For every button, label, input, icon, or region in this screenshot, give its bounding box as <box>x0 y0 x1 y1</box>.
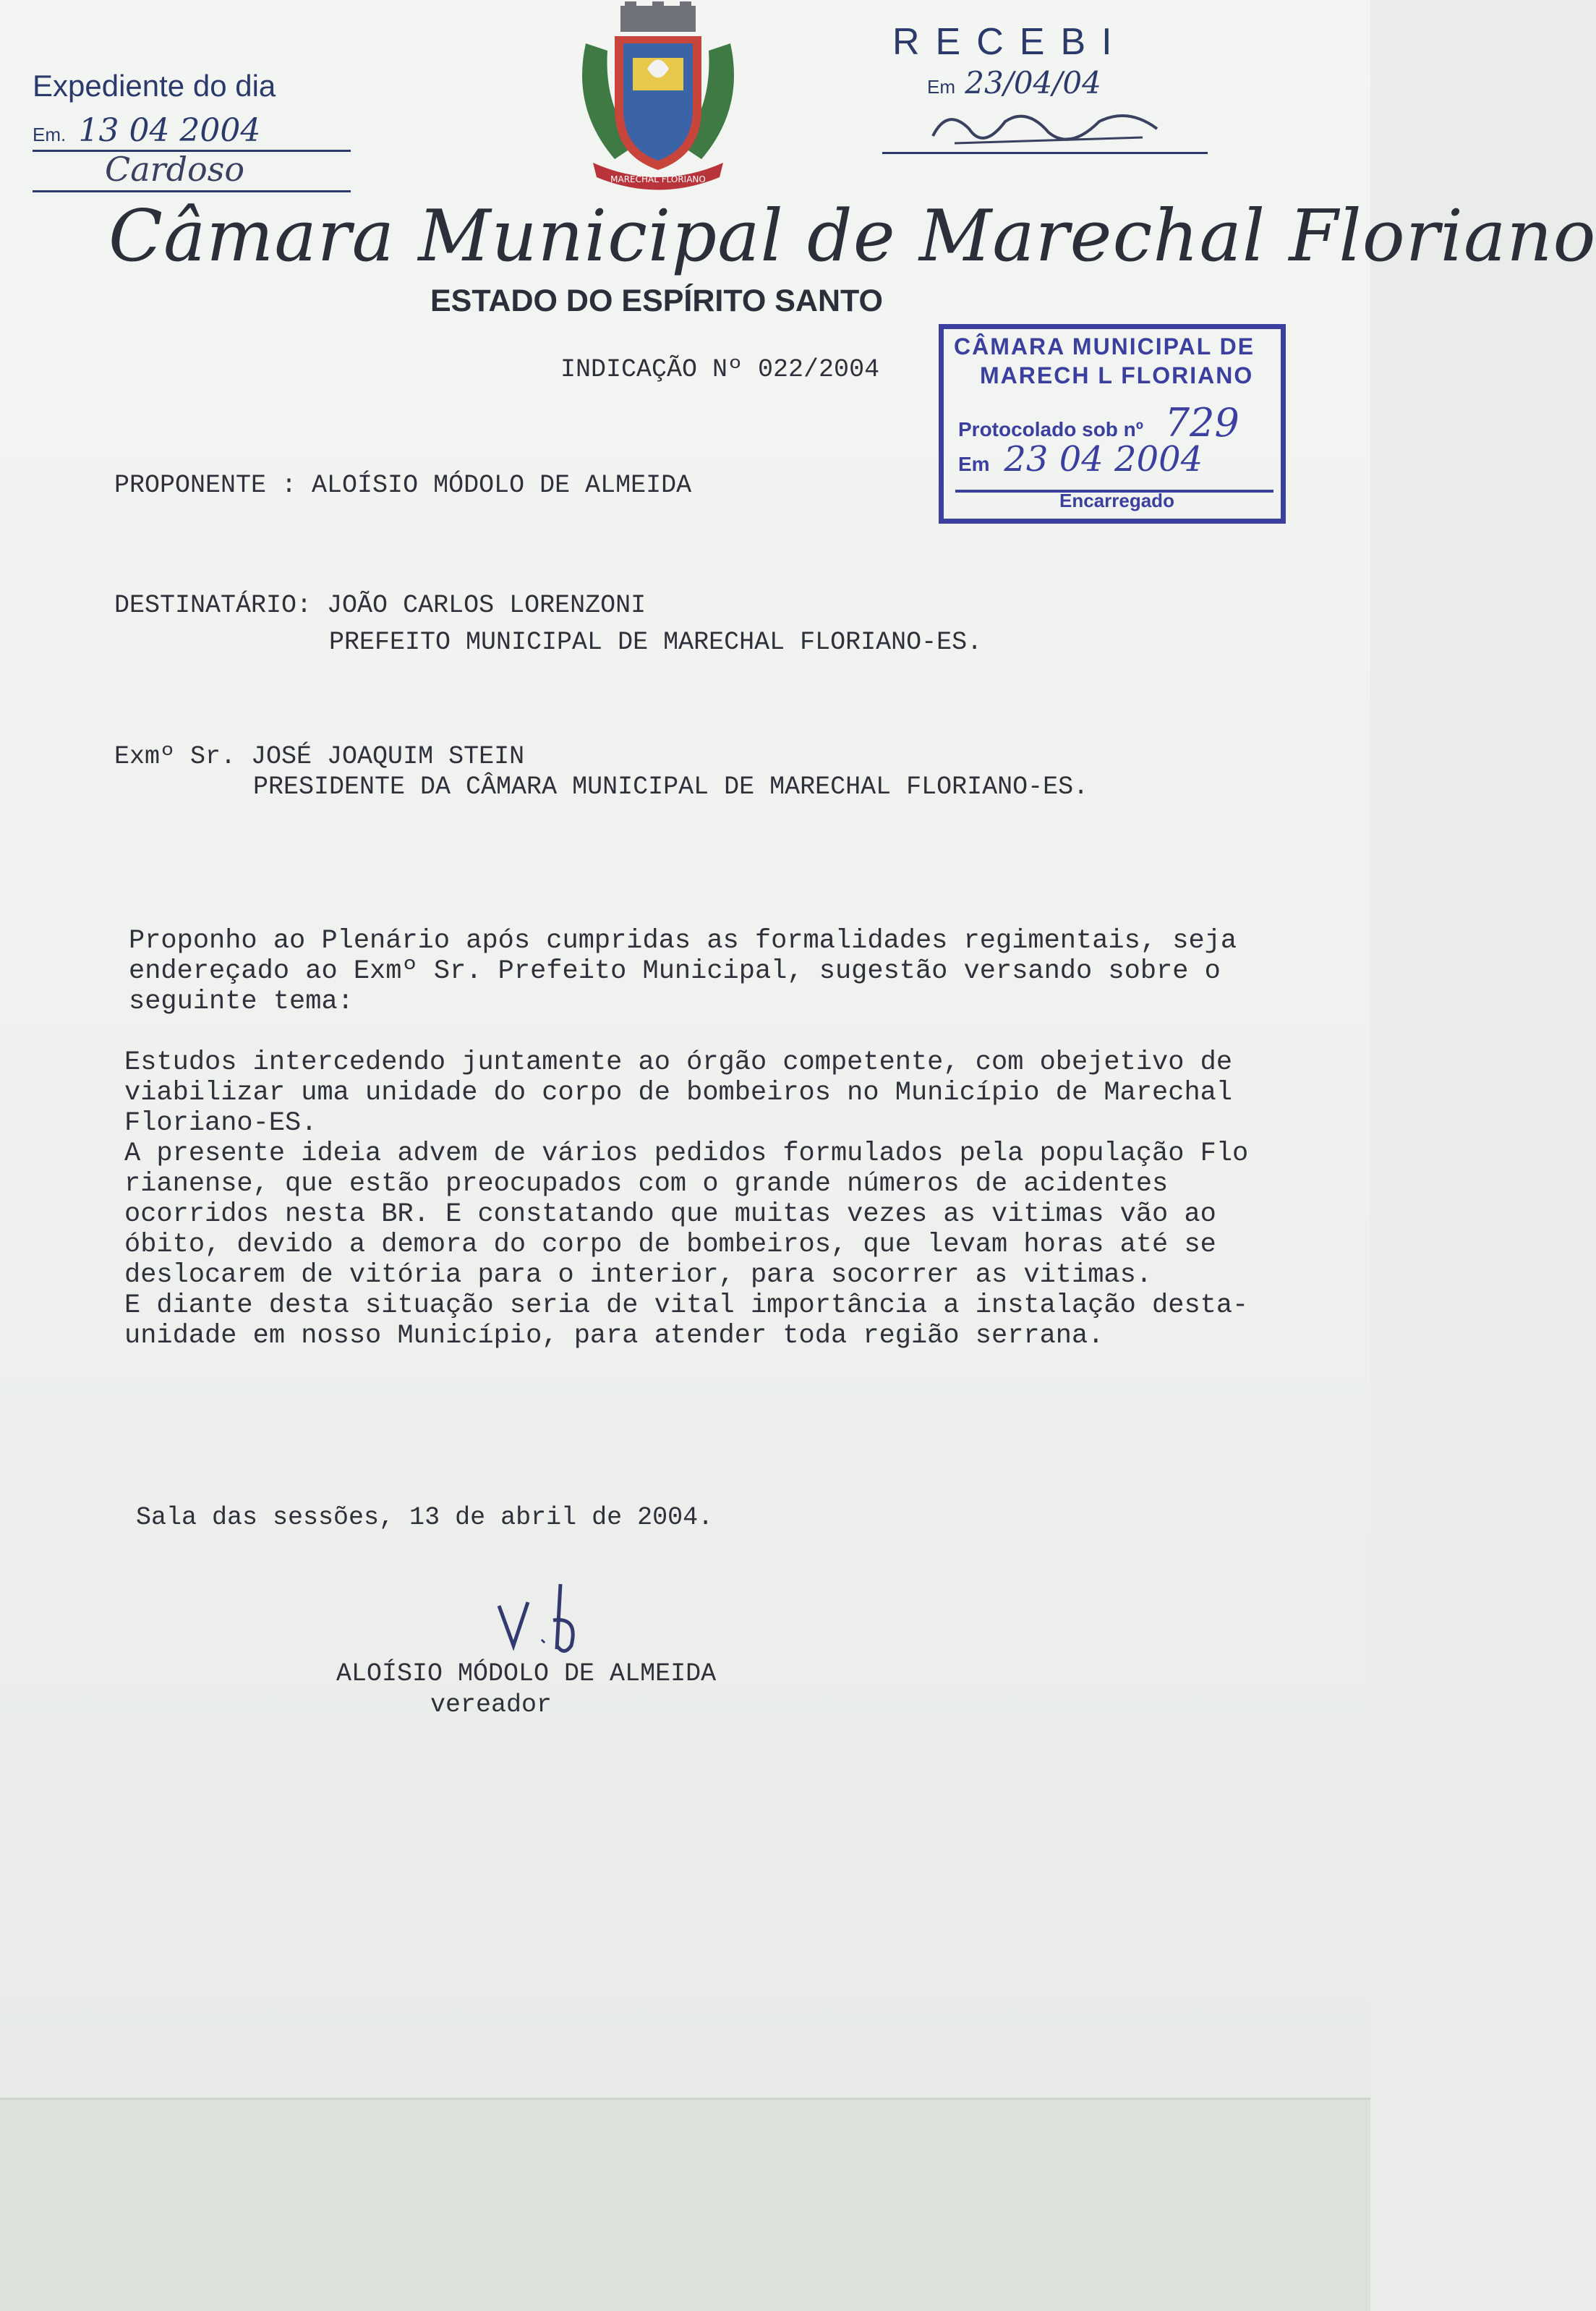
expediente-date-value: 13 04 2004 <box>78 112 261 149</box>
expediente-signature: Cardoso <box>105 150 245 189</box>
stamp-line2: MARECH L FLORIANO <box>980 362 1254 388</box>
body-line: A presente ideia advem de vários pedidos formulados pela população Flo <box>124 1139 1249 1169</box>
stamp-line1: CÂMARA MUNICIPAL DE <box>954 333 1255 359</box>
body-line: rianense, que estão preocupados com o grande números de acidentes <box>124 1169 1169 1199</box>
body-line: Floriano-ES. <box>124 1108 317 1139</box>
stamp-date-label: Em <box>958 453 990 475</box>
body-line: unidade em nosso Município, para atender toda região serrana. <box>124 1321 1104 1351</box>
addressee-line: Exmº Sr. JOSÉ JOAQUIM STEIN <box>114 742 525 771</box>
expediente-annotation <box>33 69 358 199</box>
recebi-date-value: 23/04/04 <box>965 65 1101 101</box>
expediente-title: Expediente do dia <box>33 69 276 103</box>
coat-of-arms-icon <box>564 0 752 199</box>
body-line: óbito, devido a demora do corpo de bombeiros, que levam horas até se <box>124 1230 1216 1260</box>
expediente-date <box>33 112 260 149</box>
stamp-protocol-number: 729 <box>1164 400 1239 446</box>
closing-line: Sala das sessões, 13 de abril de 2004. <box>136 1503 714 1532</box>
body-line: seguinte tema: <box>129 987 354 1017</box>
expediente-date-label: Em. <box>33 124 67 145</box>
body-line: endereçado ao Exmº Sr. Prefeito Municipal, sugestão versando sobre o <box>129 956 1221 987</box>
body-line: deslocarem de vitória para o interior, para socorrer as vitimas. <box>124 1260 1153 1290</box>
recebi-annotation <box>882 20 1215 165</box>
svg-text:MARECHAL FLORIANO: MARECHAL FLORIANO <box>610 174 706 184</box>
stamp-date-value: 23 04 2004 <box>1004 439 1203 480</box>
proponent-line: PROPONENTE : ALOÍSIO MÓDOLO DE ALMEIDA <box>114 471 692 500</box>
body-line: Estudos intercedendo juntamente ao órgão competente, com obejetivo de <box>124 1047 1233 1078</box>
recebi-date-label: Em <box>927 76 955 98</box>
stamp-protocol-label: Protocolado sob nº <box>958 418 1144 441</box>
page-bottom-edge <box>0 2098 1370 2311</box>
recebi-rule <box>882 152 1208 154</box>
recebi-signature-icon <box>926 100 1172 158</box>
page-title: Câmara Municipal de Marechal Floriano <box>108 195 1596 278</box>
protocol-stamp <box>939 324 1286 524</box>
recebi-date <box>927 65 1101 101</box>
document-reference: INDICAÇÃO Nº 022/2004 <box>560 355 880 384</box>
expediente-rule <box>33 190 351 192</box>
body-line: ocorridos nesta BR. E constatando que muitas vezes as vitimas vão ao <box>124 1199 1216 1230</box>
signer-name: ALOÍSIO MÓDOLO DE ALMEIDA <box>336 1659 717 1688</box>
body-line: viabilizar uma unidade do corpo de bombeiros no Município de Marechal <box>124 1078 1233 1108</box>
recipient-title-line: PREFEITO MUNICIPAL DE MARECHAL FLORIANO-ES. <box>329 628 983 657</box>
signer-role: vereador <box>430 1690 552 1719</box>
recipient-line: DESTINATÁRIO: JOÃO CARLOS LORENZONI <box>114 591 646 620</box>
addressee-title-line: PRESIDENTE DA CÂMARA MUNICIPAL DE MARECHAL FLORIANO-ES. <box>253 773 1089 801</box>
signature-mark-icon <box>492 1577 600 1664</box>
state-subtitle: ESTADO DO ESPÍRITO SANTO <box>430 284 883 318</box>
body-line: Proponho ao Plenário após cumpridas as formalidades regimentais, seja <box>129 926 1237 956</box>
recebi-title: RECEBI <box>892 21 1128 63</box>
stamp-date <box>958 439 1203 480</box>
body-line: E diante desta situação seria de vital importância a instalação desta- <box>124 1290 1249 1321</box>
stamp-footer: Encarregado <box>1059 490 1174 511</box>
